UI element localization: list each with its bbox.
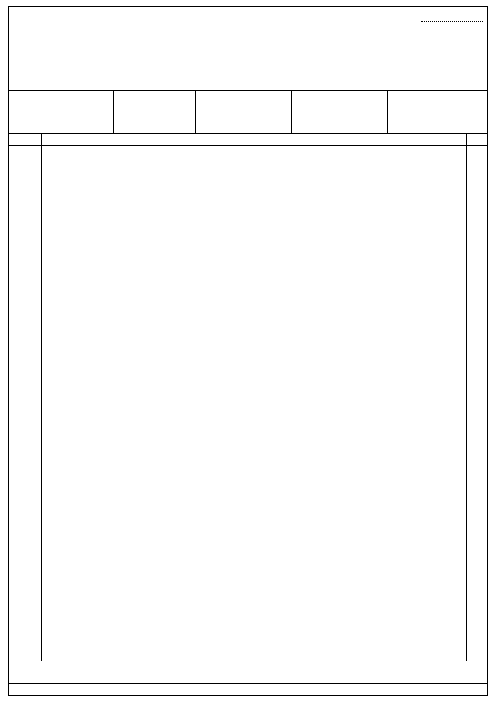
question-table-header (9, 134, 487, 146)
grade-letters-box (113, 91, 195, 134)
student-name-field[interactable] (421, 14, 483, 22)
student-info (353, 11, 483, 22)
grades-row (9, 91, 487, 134)
row-divider (466, 134, 467, 661)
page-footer (9, 683, 487, 695)
principal-stamp-box (9, 91, 113, 134)
exam-header (9, 7, 487, 91)
exam-sheet (8, 6, 488, 696)
revised-grade-box (387, 91, 487, 134)
revised-grade-letters-box (291, 91, 387, 134)
score-divider (41, 134, 42, 661)
grade-number-box (195, 91, 291, 134)
